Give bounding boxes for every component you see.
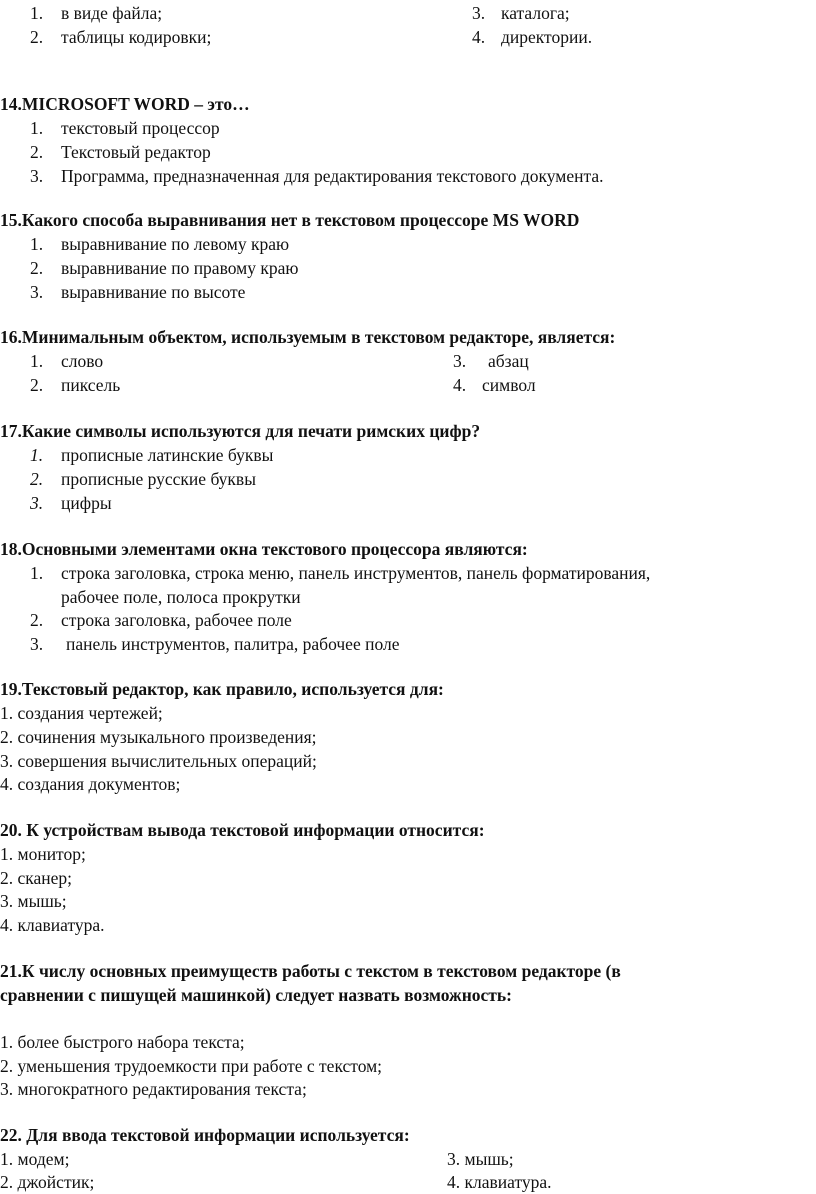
option-number: 2. [30,375,44,395]
option-text: абзац [488,351,529,371]
question-14-title: 14.MICROSOFT WORD – это… [0,94,250,114]
option-text: строка заголовка, рабочее поле [61,610,292,630]
option-number: 3. [472,3,486,23]
option-number: 3. [30,282,44,302]
question-18-title: 18.Основными элементами окна текстового процессора являются: [0,539,528,559]
option-number: 2. [30,27,44,47]
option-text: прописные русские буквы [61,469,256,489]
option-text: в виде файла; [61,3,163,23]
option-text: выравнивание по левому краю [61,234,290,254]
question-17-title: 17.Какие символы используются для печати римских цифр? [0,421,481,441]
option-line: 3. мышь; [447,1149,514,1169]
option-text: цифры [61,493,112,513]
option-line: 3. мышь; [0,891,67,911]
option-line: 4. клавиатура. [0,915,105,935]
option-line: 4. создания документов; [0,774,181,794]
option-line: 1. монитор; [0,844,86,864]
option-number: 3. [453,351,467,371]
option-line: 2. джойстик; [0,1172,95,1192]
option-number: 1. [30,118,44,138]
option-number: 2. [30,610,44,630]
option-text: каталога; [501,3,570,23]
question-20-title: 20. К устройствам вывода текстовой информации относится: [0,820,485,840]
option-text: текстовый процессор [61,118,220,138]
option-line: 4. клавиатура. [447,1172,552,1192]
option-line: 2. сканер; [0,868,73,888]
option-line: 2. уменьшения трудоемкости при работе с текстом; [0,1056,383,1076]
option-line: 1. создания чертежей; [0,703,163,723]
question-16-title: 16.Минимальным объектом, используемым в текстовом редакторе, является: [0,327,616,347]
option-number: 2. [30,142,44,162]
option-text: Программа, предназначенная для редактирования текстового документа. [61,166,604,186]
option-text: строка заголовка, строка меню, панель инструментов, панель форматирования, [61,563,651,583]
option-number: 1. [30,351,44,371]
option-number: 1. [30,234,44,254]
option-number: 3. [30,166,44,186]
option-number: 1. [30,445,44,465]
question-21-title-line-2: сравнении с пишущей машинкой) следует назвать возможность: [0,985,512,1005]
option-text: директории. [501,27,593,47]
option-text: прописные латинские буквы [61,445,274,465]
option-text: выравнивание по высоте [61,282,246,302]
option-number: 2. [30,469,44,489]
option-number: 4. [453,375,467,395]
option-text: символ [482,375,536,395]
option-text: таблицы кодировки; [61,27,212,47]
option-text: пиксель [61,375,121,395]
option-number: 4. [472,27,486,47]
question-21-title-line-1: 21.К числу основных преимуществ работы с текстом в текстовом редакторе (в [0,961,621,981]
option-number: 3. [30,493,44,513]
question-22-title: 22. Для ввода текстовой информации используется: [0,1125,410,1145]
option-text: панель инструментов, палитра, рабочее поле [66,634,400,654]
option-text: слово [61,351,104,371]
option-line: 1. более быстрого набора текста; [0,1032,245,1052]
option-line: 3. совершения вычислительных операций; [0,751,317,771]
question-19-title: 19.Текстовый редактор, как правило, используется для: [0,679,444,699]
option-text-continued: рабочее поле, полоса прокрутки [61,587,301,607]
option-text: выравнивание по правому краю [61,258,299,278]
option-number: 3. [30,634,44,654]
option-number: 1. [30,3,44,23]
option-line: 3. многократного редактирования текста; [0,1079,307,1099]
option-number: 1. [30,563,44,583]
option-line: 1. модем; [0,1149,70,1169]
option-line: 2. сочинения музыкального произведения; [0,727,317,747]
option-number: 2. [30,258,44,278]
option-text: Текстовый редактор [61,142,211,162]
question-15-title: 15.Какого способа выравнивания нет в текстовом процессоре MS WORD [0,210,580,230]
